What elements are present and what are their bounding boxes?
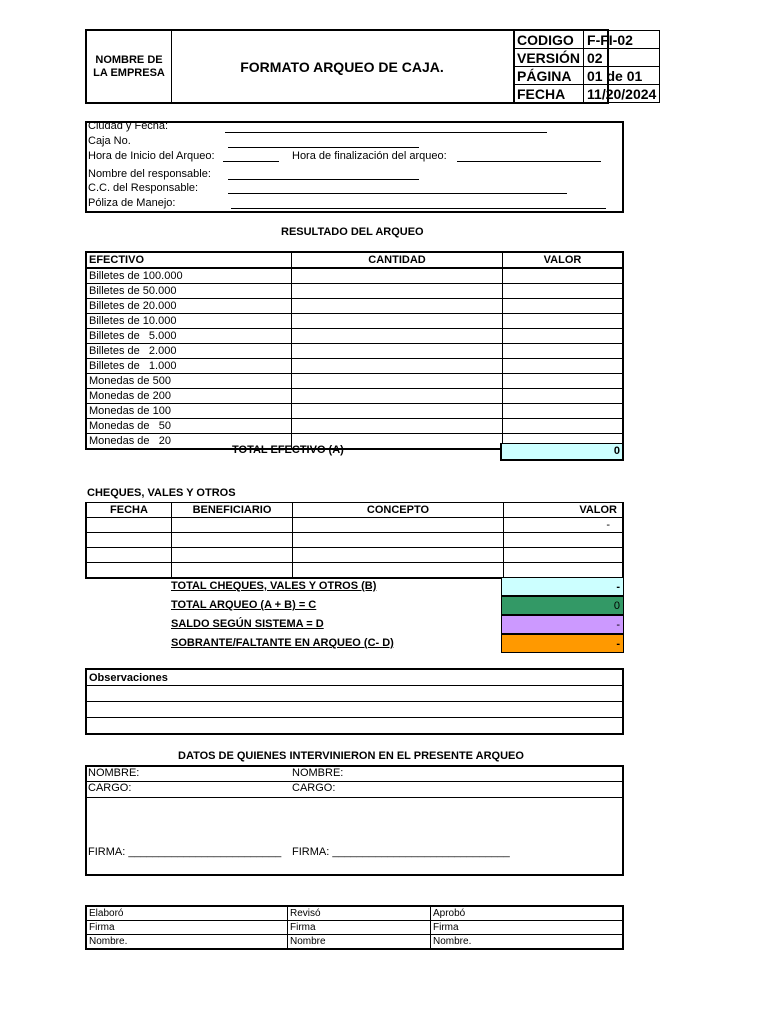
- denomination-label: Billetes de 100.000: [86, 268, 292, 284]
- cantidad-cell[interactable]: [292, 389, 503, 404]
- cantidad-cell[interactable]: [292, 314, 503, 329]
- cantidad-cell[interactable]: [292, 329, 503, 344]
- cc-responsable-field[interactable]: [228, 193, 567, 194]
- cantidad-header: CANTIDAD: [292, 252, 503, 268]
- total-cheques-label: TOTAL CHEQUES, VALES Y OTROS (B): [171, 580, 377, 592]
- concepto-header: CONCEPTO: [293, 503, 504, 518]
- hora-fin-label: Hora de finalización del arqueo:: [292, 150, 447, 162]
- cheques-table: [85, 502, 624, 579]
- meta-value-pagina: 01 de 01: [584, 67, 660, 85]
- denomination-label: Billetes de 50.000: [86, 284, 292, 299]
- observaciones-line[interactable]: [86, 702, 623, 718]
- valor-cell[interactable]: [504, 548, 624, 563]
- valor-cell[interactable]: [503, 268, 624, 284]
- meta-key-version: VERSIÓN: [514, 49, 584, 67]
- cc-responsable-label: C.C. del Responsable:: [88, 182, 199, 194]
- beneficiario-cell[interactable]: [172, 518, 293, 533]
- total-cheques-value: -: [501, 577, 624, 596]
- beneficiario-header: BENEFICIARIO: [172, 503, 293, 518]
- cantidad-cell[interactable]: [292, 299, 503, 314]
- efectivo-header: EFECTIVO: [86, 252, 292, 268]
- company-name: NOMBRE DE LA EMPRESA: [87, 31, 172, 102]
- meta-value-version: 02: [584, 49, 660, 67]
- signatures-table: [85, 905, 624, 950]
- valor-cell[interactable]: [503, 284, 624, 299]
- valor-header: VALOR: [503, 252, 624, 268]
- hora-fin-field[interactable]: [457, 161, 601, 162]
- denomination-label: Monedas de 50: [86, 419, 292, 434]
- cantidad-cell[interactable]: [292, 268, 503, 284]
- firma-left-field[interactable]: FIRMA: _________________________: [88, 846, 282, 858]
- denomination-label: Billetes de 10.000: [86, 314, 292, 329]
- meta-key-pagina: PÁGINA: [514, 67, 584, 85]
- cantidad-cell[interactable]: [292, 359, 503, 374]
- firma-reviso[interactable]: Firma: [288, 921, 431, 935]
- valor-cell[interactable]: [504, 563, 624, 579]
- sobrante-faltante-row: [171, 634, 624, 653]
- efectivo-table: [85, 251, 624, 450]
- beneficiario-cell[interactable]: [172, 548, 293, 563]
- aprobo-label: Aprobó: [431, 906, 624, 921]
- valor-cell[interactable]: [503, 329, 624, 344]
- denomination-label: Billetes de 1.000: [86, 359, 292, 374]
- saldo-sistema-value: -: [501, 615, 624, 634]
- denomination-label: Billetes de 2.000: [86, 344, 292, 359]
- sobrante-faltante-label: SOBRANTE/FALTANTE EN ARQUEO (C- D): [171, 637, 394, 649]
- intervinieron-title: DATOS DE QUIENES INTERVINIERON EN EL PRESENTE ARQUEO: [178, 750, 524, 762]
- beneficiario-cell[interactable]: [172, 533, 293, 548]
- nombre-left-label: NOMBRE:: [88, 767, 140, 779]
- saldo-sistema-row: [171, 615, 624, 634]
- elaboro-label: Elaboró: [86, 906, 288, 921]
- valor-cell[interactable]: [503, 314, 624, 329]
- cantidad-cell[interactable]: [292, 374, 503, 389]
- cheques-title: CHEQUES, VALES Y OTROS: [87, 487, 236, 499]
- denomination-label: Monedas de 500: [86, 374, 292, 389]
- caja-no-field[interactable]: [228, 147, 419, 148]
- valor-cell[interactable]: [503, 344, 624, 359]
- beneficiario-cell[interactable]: [172, 563, 293, 579]
- concepto-cell[interactable]: [293, 533, 504, 548]
- observaciones-label: Observaciones: [86, 669, 623, 686]
- observaciones-line[interactable]: [86, 718, 623, 735]
- denomination-label: Billetes de 20.000: [86, 299, 292, 314]
- poliza-field[interactable]: [231, 208, 606, 209]
- meta-value-fecha: 11/20/2024: [584, 85, 660, 103]
- resultado-title: RESULTADO DEL ARQUEO: [281, 226, 424, 238]
- firma-elaboro[interactable]: Firma: [86, 921, 288, 935]
- cantidad-cell[interactable]: [292, 284, 503, 299]
- document-meta-table: [513, 30, 660, 103]
- observaciones-line[interactable]: [86, 686, 623, 702]
- valor-cell[interactable]: [503, 299, 624, 314]
- cantidad-cell[interactable]: [292, 344, 503, 359]
- fecha-header: FECHA: [86, 503, 172, 518]
- meta-key-codigo: CODIGO: [514, 31, 584, 49]
- caja-no-label: Caja No.: [88, 135, 131, 147]
- fecha-cell[interactable]: [86, 548, 172, 563]
- nombre-elaboro[interactable]: Nombre.: [86, 935, 288, 950]
- ciudad-fecha-label: Ciudad y Fecha:: [88, 120, 169, 132]
- fecha-cell[interactable]: [86, 518, 172, 533]
- document-title: FORMATO ARQUEO DE CAJA.: [171, 31, 515, 102]
- cantidad-cell[interactable]: [292, 419, 503, 434]
- observaciones-table: [85, 668, 624, 735]
- saldo-sistema-label: SALDO SEGÚN SISTEMA = D: [171, 618, 324, 630]
- concepto-cell[interactable]: [293, 518, 504, 533]
- info-block: [85, 121, 624, 213]
- valor-cell[interactable]: -: [504, 518, 624, 533]
- nombre-right-label: NOMBRE:: [292, 767, 344, 779]
- sobrante-faltante-value: -: [501, 634, 624, 653]
- total-arqueo-value: 0: [501, 596, 624, 615]
- meta-key-fecha: FECHA: [514, 85, 584, 103]
- nombre-aprobo[interactable]: Nombre.: [431, 935, 624, 950]
- poliza-label: Póliza de Manejo:: [88, 197, 176, 209]
- total-arqueo-label: TOTAL ARQUEO (A + B) = C: [171, 599, 317, 611]
- denomination-label: Billetes de 5.000: [86, 329, 292, 344]
- firma-right-field[interactable]: FIRMA: _____________________________: [292, 846, 510, 858]
- meta-value-codigo: F-FI-02: [584, 31, 660, 49]
- hora-inicio-field[interactable]: [223, 161, 279, 162]
- denomination-label: Monedas de 200: [86, 389, 292, 404]
- nombre-responsable-field[interactable]: [228, 179, 419, 180]
- denomination-label: Monedas de 100: [86, 404, 292, 419]
- ciudad-fecha-field[interactable]: [225, 132, 547, 133]
- cantidad-cell[interactable]: [292, 404, 503, 419]
- firma-aprobo[interactable]: Firma: [431, 921, 624, 935]
- valor-cell[interactable]: [503, 419, 624, 434]
- concepto-cell[interactable]: [293, 548, 504, 563]
- cargo-left-label: CARGO:: [88, 782, 132, 794]
- total-efectivo-value: 0: [500, 443, 624, 461]
- fecha-cell[interactable]: [86, 563, 172, 579]
- fecha-cell[interactable]: [86, 533, 172, 548]
- cargo-right-label: CARGO:: [292, 782, 336, 794]
- nombre-reviso[interactable]: Nombre: [288, 935, 431, 950]
- total-arqueo-row: [171, 596, 624, 615]
- valor-cell[interactable]: [503, 389, 624, 404]
- hora-inicio-label: Hora de Inicio del Arqueo:: [88, 150, 215, 162]
- valor-cell[interactable]: [504, 533, 624, 548]
- intervinieron-block: [85, 765, 624, 876]
- valor-cell[interactable]: [503, 359, 624, 374]
- nombre-responsable-label: Nombre del responsable:: [88, 168, 211, 180]
- valor-header: VALOR: [504, 503, 624, 518]
- concepto-cell[interactable]: [293, 563, 504, 579]
- total-cheques-row: [171, 577, 624, 596]
- denomination-label: Monedas de 20: [86, 434, 292, 450]
- valor-cell[interactable]: [503, 404, 624, 419]
- reviso-label: Revisó: [288, 906, 431, 921]
- valor-cell[interactable]: [503, 374, 624, 389]
- document-header: [85, 29, 657, 104]
- total-efectivo-label: TOTAL EFECTIVO (A): [232, 444, 344, 456]
